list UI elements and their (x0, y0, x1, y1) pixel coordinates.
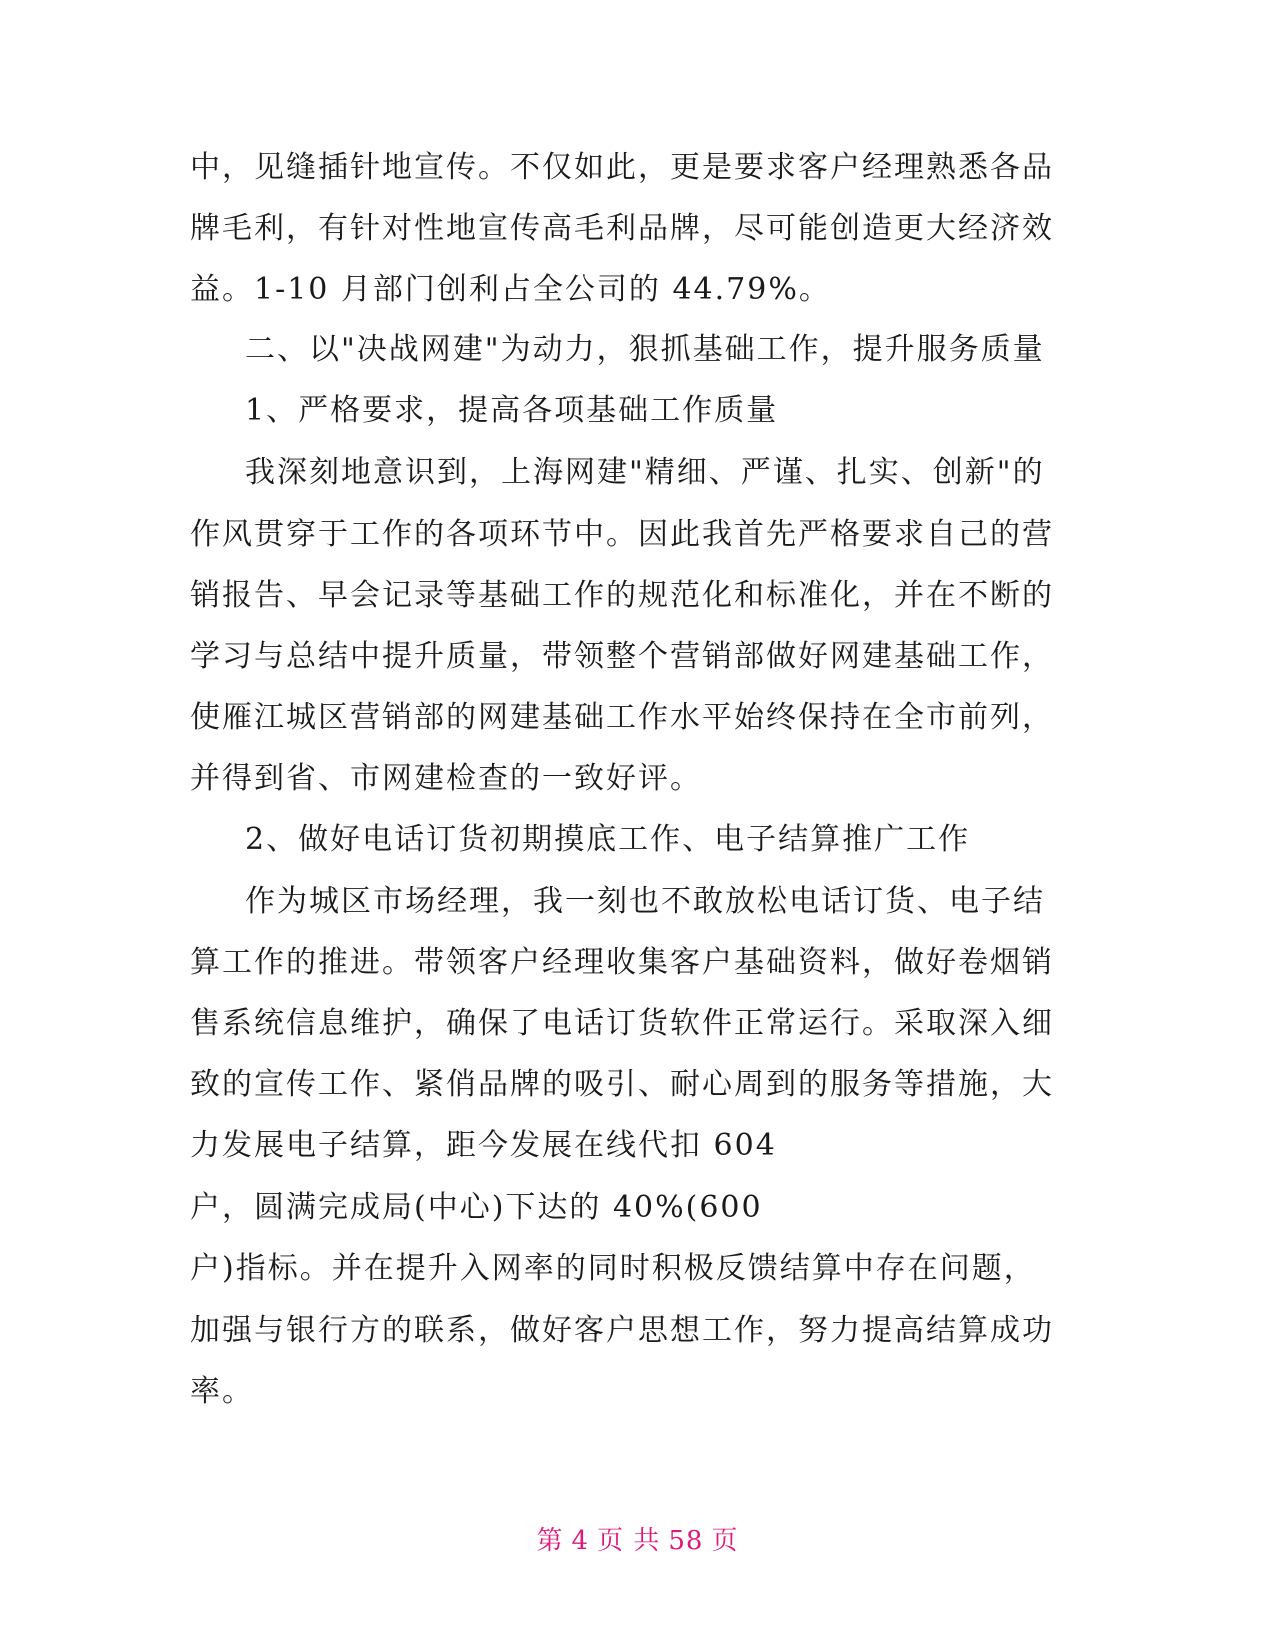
page-footer (0, 1520, 1275, 1557)
body-line-2: 牌毛利，有针对性地宣传高毛利品牌，尽可能创造更大经济效 (190, 211, 1054, 246)
body-line-17: 力发展电子结算，距今发展在线代扣 604 (190, 1128, 777, 1163)
subsection-heading-1: 1、严格要求，提高各项基础工作质量 (245, 393, 779, 428)
body-line-21: 率。 (190, 1374, 254, 1409)
footer-total-pages: 58 (668, 1526, 704, 1556)
body-line-6: 我深刻地意识到，上海网建"精细、严谨、扎实、创新"的 (245, 455, 1045, 490)
body-line-10: 使雁江城区营销部的网建基础工作水平始终保持在全市前列， (190, 700, 1054, 735)
body-line-3: 益。1-10 月部门创利占全公司的 44.79%。 (190, 272, 831, 307)
body-line-11: 并得到省、市网建检查的一致好评。 (190, 761, 702, 796)
body-line-19: 户)指标。并在提升入网率的同时积极反馈结算中存在问题， (190, 1251, 1036, 1286)
body-line-8: 销报告、早会记录等基础工作的规范化和标准化，并在不断的 (190, 578, 1054, 613)
subsection-heading-2: 2、做好电话订货初期摸底工作、电子结算推广工作 (245, 822, 971, 857)
body-line-7: 作风贯穿于工作的各项环节中。因此我首先严格要求自己的营 (190, 517, 1054, 552)
footer-suffix: 页 (711, 1526, 739, 1556)
body-line-20: 加强与银行方的联系，做好客户思想工作，努力提高结算成功 (190, 1313, 1054, 1348)
footer-prefix: 第 (536, 1526, 564, 1556)
body-line-15: 售系统信息维护，确保了电话订货软件正常运行。采取深入细 (190, 1006, 1054, 1041)
body-line-1: 中，见缝插针地宣传。不仅如此，更是要求客户经理熟悉各品 (190, 150, 1054, 185)
section-heading: 二、以"决战网建"为动力，狠抓基础工作，提升服务质量 (245, 332, 1045, 367)
footer-page-number: 4 (571, 1526, 590, 1556)
body-line-16: 致的宣传工作、紧俏品牌的吸引、耐心周到的服务等措施，大 (190, 1067, 1054, 1102)
body-line-18: 户，圆满完成局(中心)下达的 40%(600 (190, 1190, 763, 1225)
body-line-9: 学习与总结中提升质量，带领整个营销部做好网建基础工作， (190, 639, 1054, 674)
footer-middle: 页 共 (597, 1526, 661, 1556)
body-line-13: 作为城区市场经理，我一刻也不敢放松电话订货、电子结 (245, 884, 1045, 919)
body-line-14: 算工作的推进。带领客户经理收集客户基础资料，做好卷烟销 (190, 945, 1054, 980)
